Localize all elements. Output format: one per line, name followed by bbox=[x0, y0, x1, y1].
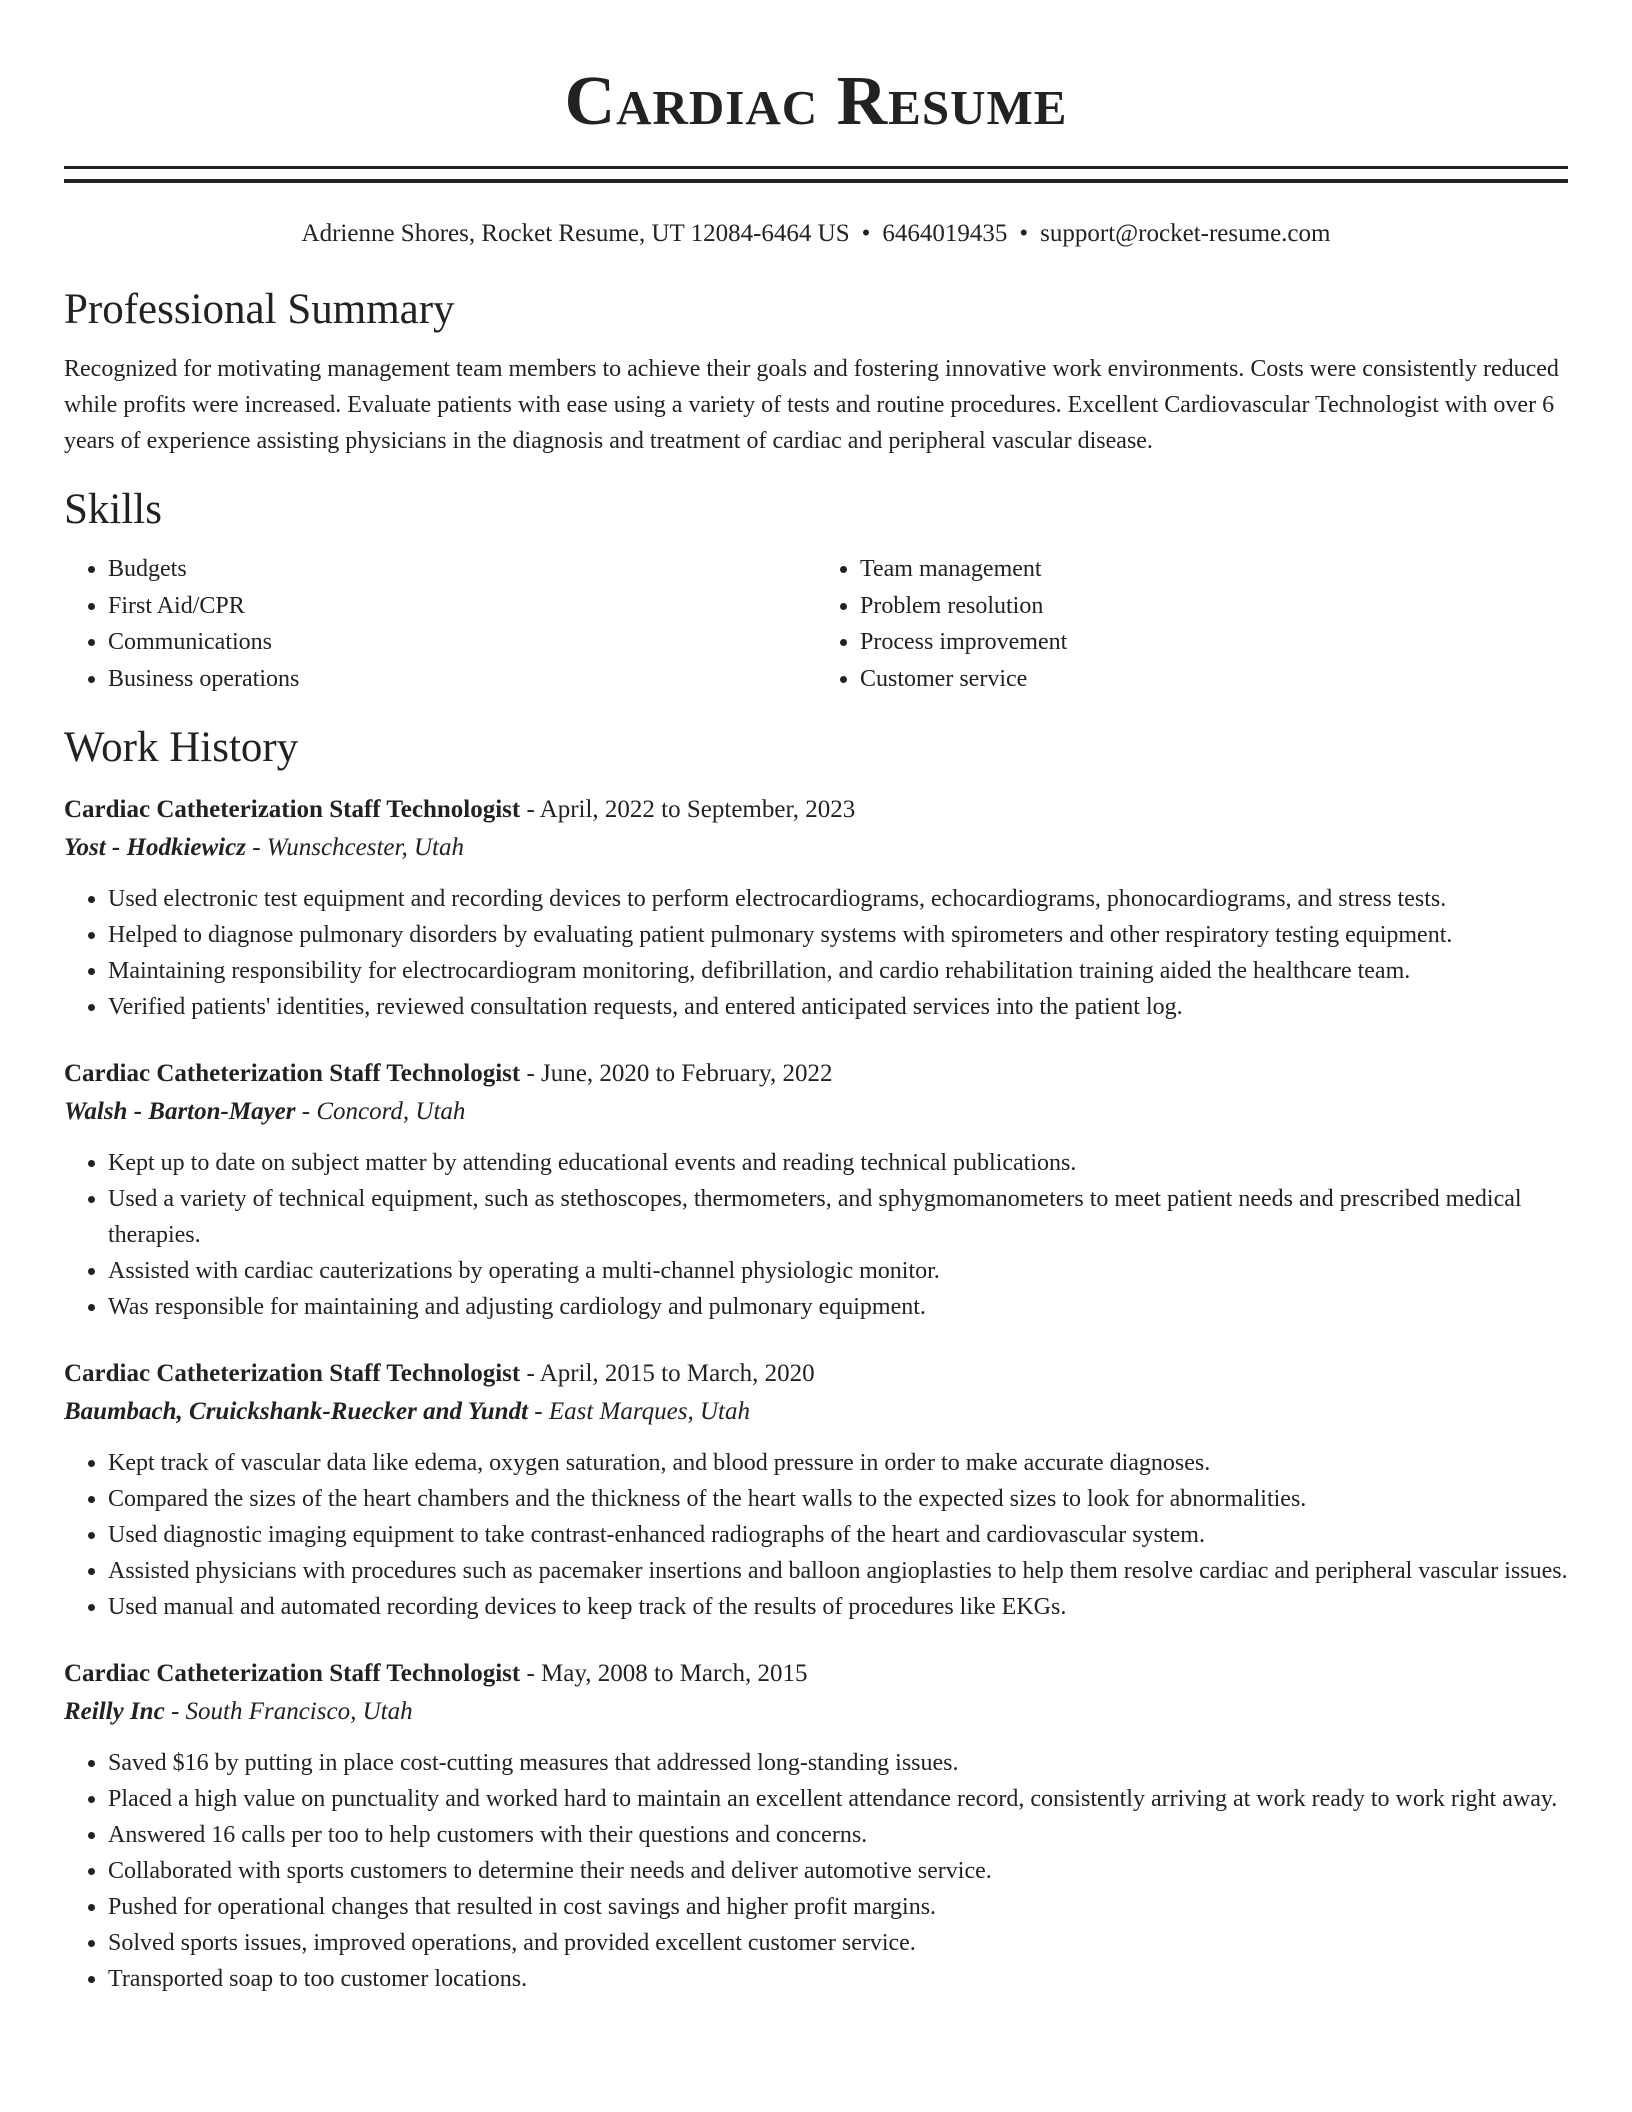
job-employer bbox=[64, 829, 1568, 867]
job-header bbox=[64, 1355, 1568, 1393]
job-bullet: • Solved sports issues, improved operations, and provided excellent customer service. bbox=[108, 1925, 1568, 1961]
job-dates: - April, 2015 to March, 2020 bbox=[520, 1360, 815, 1387]
job-location: - South Francisco, Utah bbox=[164, 1698, 413, 1725]
skill-item: • First Aid/CPR bbox=[108, 588, 816, 625]
job-bullet: • Was responsible for maintaining and adjusting cardiology and pulmonary equipment. bbox=[108, 1289, 1568, 1325]
contact-email: support@rocket-resume.com bbox=[1040, 220, 1331, 247]
job-location: - Concord, Utah bbox=[295, 1098, 466, 1125]
skill-item: • Budgets bbox=[108, 551, 816, 588]
skill-item: • Process improvement bbox=[860, 624, 1568, 661]
job-bullets bbox=[64, 1445, 1568, 1625]
contact-phone: 6464019435 bbox=[882, 220, 1008, 247]
job-bullet: • Compared the sizes of the heart chambers and the thickness of the heart walls to the expected sizes to look for abnormalities. bbox=[108, 1481, 1568, 1517]
job-entry bbox=[64, 1355, 1568, 1625]
contact-address: Adrienne Shores, Rocket Resume, UT 12084-6464 US bbox=[301, 220, 850, 247]
job-bullet: • Saved $16 by putting in place cost-cutting measures that addressed long-standing issues. bbox=[108, 1745, 1568, 1781]
job-bullet: • Kept up to date on subject matter by attending educational events and reading technical publications. bbox=[108, 1145, 1568, 1181]
job-bullets bbox=[64, 1145, 1568, 1325]
job-bullet: • Collaborated with sports customers to determine their needs and deliver automotive service. bbox=[108, 1853, 1568, 1889]
skill-item: • Team management bbox=[860, 551, 1568, 588]
job-bullet: • Verified patients' identities, reviewed consultation requests, and entered anticipated services into the patient log. bbox=[108, 989, 1568, 1025]
company-name: Yost - Hodkiewicz bbox=[64, 834, 246, 861]
company-name: Baumbach, Cruickshank-Ruecker and Yundt bbox=[64, 1398, 529, 1425]
summary-heading: Professional Summary bbox=[64, 286, 455, 333]
skills-list bbox=[64, 551, 1568, 697]
job-bullet: • Used electronic test equipment and recording devices to perform electrocardiograms, echocardiograms, phonocardiograms, and stress tests. bbox=[108, 881, 1568, 917]
job-header bbox=[64, 1655, 1568, 1693]
job-title: Cardiac Catheterization Staff Technologist bbox=[64, 1360, 521, 1387]
company-name: Reilly Inc bbox=[64, 1698, 165, 1725]
title-divider bbox=[64, 166, 1568, 183]
job-title: Cardiac Catheterization Staff Technologist bbox=[64, 1060, 521, 1087]
job-bullet: • Assisted with cardiac cauterizations by operating a multi-channel physiologic monitor. bbox=[108, 1253, 1568, 1289]
job-bullet: • Answered 16 calls per too to help customers with their questions and concerns. bbox=[108, 1817, 1568, 1853]
job-entry bbox=[64, 1055, 1568, 1325]
job-employer bbox=[64, 1093, 1568, 1131]
job-title: Cardiac Catheterization Staff Technologist bbox=[64, 1660, 521, 1687]
job-dates: - April, 2022 to September, 2023 bbox=[520, 796, 856, 823]
job-bullet: • Used manual and automated recording devices to keep track of the results of procedures like EKGs. bbox=[108, 1589, 1568, 1625]
job-title: Cardiac Catheterization Staff Technologist bbox=[64, 796, 521, 823]
job-bullet: • Maintaining responsibility for electrocardiogram monitoring, defibrillation, and cardio rehabilitation training aided the healthcare team. bbox=[108, 953, 1568, 989]
job-bullet: • Helped to diagnose pulmonary disorders by evaluating patient pulmonary systems with spirometers and other respiratory testing equipment. bbox=[108, 917, 1568, 953]
job-bullet: • Transported soap to too customer locations. bbox=[108, 1961, 1568, 1997]
job-bullet: • Used diagnostic imaging equipment to take contrast-enhanced radiographs of the heart and cardiovascular system. bbox=[108, 1517, 1568, 1553]
skills-heading: Skills bbox=[64, 486, 162, 533]
skill-item: • Business operations bbox=[108, 661, 816, 698]
skill-item: • Customer service bbox=[860, 661, 1568, 698]
job-dates: - June, 2020 to February, 2022 bbox=[520, 1060, 833, 1087]
company-name: Walsh - Barton-Mayer bbox=[64, 1098, 296, 1125]
job-entry bbox=[64, 1655, 1568, 1997]
work-history-heading: Work History bbox=[64, 724, 299, 771]
summary-text: Recognized for motivating management team members to achieve their goals and fostering innovative work environments. Costs were consistently reduced while profits were increased. Evaluate patients with ease using a variety of tests and routine procedures. Excellent Cardiovascular Technologist with over 6 years of experience assisting physicians in the diagnosis and treatment of cardiac and peripheral vascular disease. bbox=[64, 356, 1559, 454]
job-location: - Wunschcester, Utah bbox=[245, 834, 464, 861]
job-header bbox=[64, 791, 1568, 829]
job-bullets bbox=[64, 881, 1568, 1025]
job-header bbox=[64, 1055, 1568, 1093]
skills-column-right bbox=[816, 551, 1568, 697]
job-bullet: • Assisted physicians with procedures such as pacemaker insertions and balloon angioplasties to help them resolve cardiac and peripheral vascular issues. bbox=[108, 1553, 1568, 1589]
job-dates: - May, 2008 to March, 2015 bbox=[520, 1660, 808, 1687]
skill-item: • Problem resolution bbox=[860, 588, 1568, 625]
contact-separator: • bbox=[861, 220, 871, 247]
contact-separator: • bbox=[1019, 220, 1029, 247]
contact-line bbox=[64, 219, 1568, 249]
job-bullet: • Pushed for operational changes that resulted in cost savings and higher profit margins. bbox=[108, 1889, 1568, 1925]
resume-title: Cardiac Resume bbox=[564, 63, 1068, 140]
job-employer bbox=[64, 1393, 1568, 1431]
job-bullet: • Used a variety of technical equipment, such as stethoscopes, thermometers, and sphygmomanometers to meet patient needs and prescribed medical therapies. bbox=[108, 1181, 1568, 1253]
job-bullets bbox=[64, 1745, 1568, 1997]
job-location: - East Marques, Utah bbox=[528, 1398, 750, 1425]
skill-item: • Communications bbox=[108, 624, 816, 661]
job-bullet: • Placed a high value on punctuality and worked hard to maintain an excellent attendance record, consistently arriving at work ready to work right away. bbox=[108, 1781, 1568, 1817]
job-bullet: • Kept track of vascular data like edema, oxygen saturation, and blood pressure in order to make accurate diagnoses. bbox=[108, 1445, 1568, 1481]
job-entry bbox=[64, 791, 1568, 1025]
skills-column-left bbox=[64, 551, 816, 697]
job-employer bbox=[64, 1693, 1568, 1731]
